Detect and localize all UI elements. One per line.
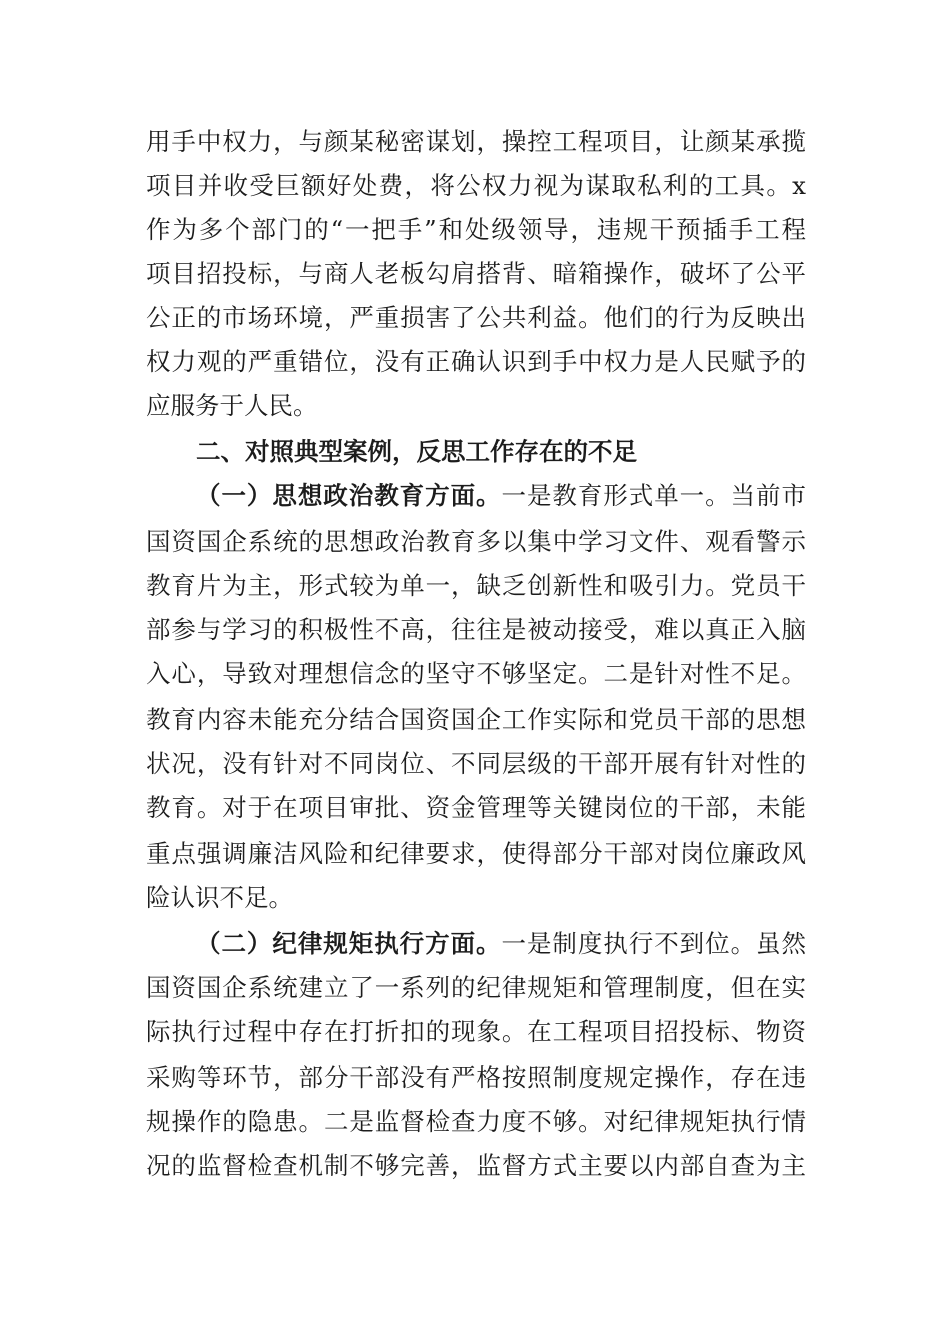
paragraph-line: 重点强调廉洁风险和纪律要求，使得部分干部对岗位廉政风 bbox=[146, 839, 806, 868]
paragraph-line: 公正的市场环境，严重损害了公共利益。他们的行为反映出 bbox=[146, 303, 806, 332]
paragraph-line: 采购等环节，部分干部没有严格按照制度规定操作，存在违 bbox=[146, 1063, 806, 1092]
paragraph-line: 教育内容未能充分结合国资国企工作实际和党员干部的思想 bbox=[146, 705, 806, 734]
paragraph-line: 国资国企系统建立了一系列的纪律规矩和管理制度，但在实 bbox=[146, 973, 806, 1002]
paragraph-line: 险认识不足。 bbox=[146, 883, 293, 912]
paragraph-line: 教育片为主，形式较为单一，缺乏创新性和吸引力。党员干 bbox=[146, 571, 806, 600]
paragraph-line: 用手中权力，与颜某秘密谋划，操控工程项目，让颜某承揽 bbox=[146, 127, 806, 156]
paragraph-line: 权力观的严重错位，没有正确认识到手中权力是人民赋予的 bbox=[146, 347, 806, 376]
paragraph-line: 项目并收受巨额好处费，将公权力视为谋取私利的工具。x bbox=[146, 171, 806, 200]
subsection-title: （一）思想政治教育方面。 bbox=[196, 481, 502, 510]
paragraph-line: 状况，没有针对不同岗位、不同层级的干部开展有针对性的 bbox=[146, 749, 806, 778]
paragraph-line: 部参与学习的积极性不高，往往是被动接受，难以真正入脑 bbox=[146, 615, 806, 644]
section-heading: 二、对照典型案例，反思工作存在的不足 bbox=[196, 437, 637, 466]
paragraph-line: 入心，导致对理想信念的坚守不够坚定。二是针对性不足。 bbox=[146, 659, 806, 688]
paragraph-line: 应服务于人民。 bbox=[146, 391, 318, 420]
paragraph-line: 规操作的隐患。二是监督检查力度不够。对纪律规矩执行情 bbox=[146, 1107, 806, 1136]
paragraph-line: 项目招投标，与商人老板勾肩搭背、暗箱操作，破坏了公平 bbox=[146, 259, 806, 288]
paragraph-line: 际执行过程中存在打折扣的现象。在工程项目招投标、物资 bbox=[146, 1017, 806, 1046]
subsection-first-line bbox=[196, 924, 806, 964]
paragraph-line: 作为多个部门的“一把手”和处级领导，违规干预插手工程 bbox=[146, 215, 806, 244]
paragraph-line: 国资国企系统的思想政治教育多以集中学习文件、观看警示 bbox=[146, 527, 806, 556]
subsection-first-line bbox=[196, 476, 806, 516]
subsection-title: （二）纪律规矩执行方面。 bbox=[196, 929, 502, 958]
paragraph-line: 况的监督检查机制不够完善，监督方式主要以内部自查为主 bbox=[146, 1151, 806, 1180]
subsection-text: 一是制度执行不到位。虽然 bbox=[501, 929, 807, 958]
paragraph-line: 教育。对于在项目审批、资金管理等关键岗位的干部，未能 bbox=[146, 793, 806, 822]
subsection-text: 一是教育形式单一。当前市 bbox=[501, 481, 807, 510]
